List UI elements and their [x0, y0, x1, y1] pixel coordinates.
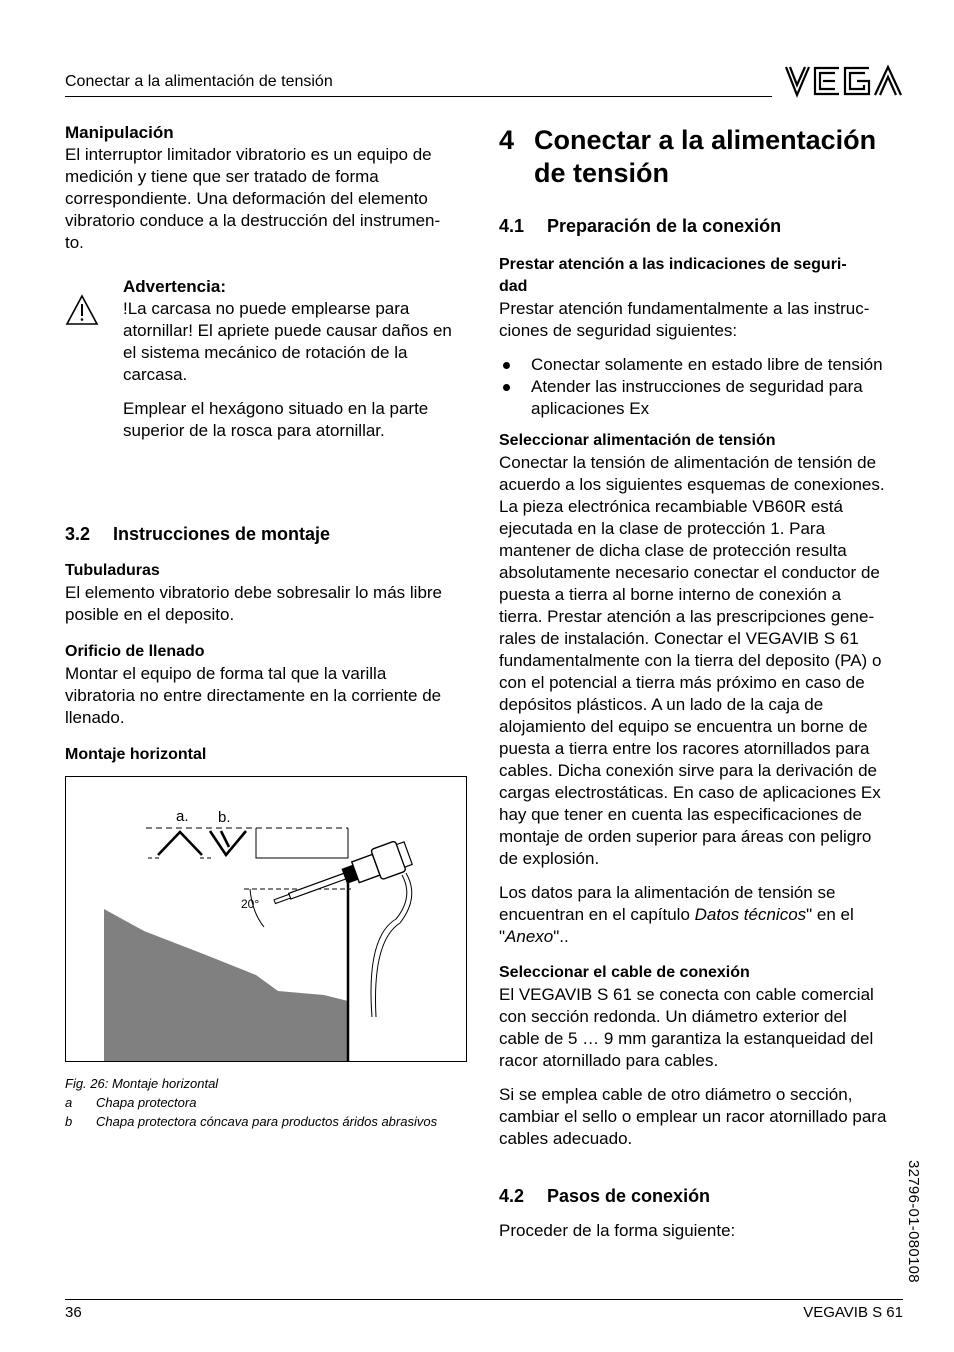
text-line: El VEGAVIB S 61 se conecta con cable comercial	[499, 985, 874, 1004]
text-line: rales de instalación. Conectar el VEGAVIB S 61	[499, 629, 859, 648]
warning-block	[65, 276, 469, 442]
caption-item-a	[65, 1093, 469, 1112]
text-emphasis: Datos técnicos	[694, 905, 807, 924]
text-line: posible en el deposito.	[65, 605, 235, 624]
heading-line: dad	[499, 278, 528, 295]
text-line: cargas electrostáticas. En caso de aplicaciones Ex	[499, 783, 881, 802]
caption-text: Chapa protectora	[96, 1095, 197, 1110]
text-line: vibratoria no entre directamente en la corriente de	[65, 686, 442, 705]
text-line: El interruptor limitador vibratorio es un equipo de	[65, 145, 432, 164]
list-item	[499, 376, 905, 420]
chapter-number: 4	[499, 125, 515, 155]
text-line: !La carcasa no puede emplearse para	[123, 299, 410, 318]
text-line: Si se emplea cable de otro diámetro o sección,	[499, 1085, 853, 1104]
seguridad-heading	[499, 254, 905, 298]
text-line: carcasa.	[123, 365, 188, 384]
section-title: Preparación de la conexión	[547, 216, 782, 236]
text-line: medición y tiene que ser tratado de forma	[65, 167, 379, 186]
warning-triangle-icon	[65, 276, 123, 442]
angle-label: 20°	[241, 897, 260, 911]
text-line: alojamiento del equipo se encuentra un borne de	[499, 717, 868, 736]
figure-caption	[65, 1074, 469, 1131]
shield-box	[256, 828, 348, 858]
text-line: puesta a tierra al borne interno de conexión a	[499, 585, 842, 604]
caption-item-b	[65, 1112, 469, 1131]
text-emphasis: Anexo	[505, 927, 554, 946]
manipulacion-text	[65, 144, 469, 254]
text-line: ciones de seguridad siguientes:	[499, 321, 738, 340]
section-4-1-heading	[499, 214, 905, 238]
text-line: cable de 5 … 9 mm garantiza la estanqueidad del	[499, 1029, 874, 1048]
alimentacion-heading: Seleccionar alimentación de tensión	[499, 432, 776, 449]
text-line: Emplear el hexágono situado en la parte	[123, 399, 429, 418]
text-line: to.	[65, 233, 84, 252]
mounting-diagram	[66, 777, 466, 1061]
chapter-title-line: de tensión	[534, 158, 670, 188]
header-title: Conectar a la alimentación de tensión	[65, 73, 333, 90]
material-heap	[104, 909, 348, 1061]
bullet-icon	[503, 384, 510, 391]
text-line: Los datos para la alimentación de tensión se	[499, 883, 836, 902]
left-column	[65, 122, 469, 1131]
label-a: a.	[176, 808, 189, 825]
text-line: el sistema mecánico de rotación de la	[123, 343, 408, 362]
text-line: Prestar atención fundamentalmente a las instruc-	[499, 299, 870, 318]
chapter-heading	[499, 124, 905, 190]
chapter-title-line: Conectar a la alimentación	[534, 125, 877, 155]
text-line: superior de la rosca para atornillar.	[123, 421, 385, 440]
product-name: VEGAVIB S 61	[803, 1304, 903, 1321]
footer-rule	[65, 1299, 903, 1300]
heading-line: Prestar atención a las indicaciones de seguri-	[499, 256, 847, 273]
figure-montaje-horizontal	[65, 776, 467, 1062]
text-line: llenado.	[65, 708, 125, 727]
chapter-title	[534, 124, 876, 190]
section-number: 3.2	[65, 524, 91, 544]
warning-body	[123, 276, 469, 442]
cable-heading: Seleccionar el cable de conexión	[499, 964, 750, 981]
section-number: 4.2	[499, 1186, 525, 1206]
caption-key: b	[65, 1114, 73, 1129]
text-line: Montar el equipo de forma tal que la varilla	[65, 664, 387, 683]
list-item-text: aplicaciones Ex	[531, 399, 650, 418]
safety-bullet-list	[499, 354, 905, 420]
text-line: absolutamente necesario conectar el conductor de	[499, 563, 880, 582]
header-rule	[65, 96, 772, 97]
text-line: montaje de orden superior para áreas con peligro	[499, 827, 872, 846]
section-number: 4.1	[499, 216, 525, 236]
text-line: fundamentalmente con la tierra del deposito (PA) o	[499, 651, 882, 670]
text-line	[499, 926, 905, 948]
caption-key: a	[65, 1095, 73, 1110]
right-column	[499, 124, 905, 1242]
text-line: La pieza electrónica recambiable VB60R está	[499, 497, 843, 516]
page-number: 36	[65, 1304, 82, 1321]
text-line: depósitos plásticos. A un lado de la caja de	[499, 695, 824, 714]
text-line: cables. Dicha conexión sirve para la derivación de	[499, 761, 877, 780]
tubuladuras-heading: Tubuladuras	[65, 562, 160, 579]
orificio-heading: Orificio de llenado	[65, 643, 205, 660]
text-line: con el potencial a tierra más próximo en caso de	[499, 673, 865, 692]
section-title: Pasos de conexión	[547, 1186, 711, 1206]
text-line	[499, 904, 905, 926]
caption-text: Chapa protectora cóncava para productos áridos abrasivos	[96, 1114, 438, 1129]
text-line: acuerdo a los siguientes esquemas de conexiones.	[499, 475, 885, 494]
text-line: de explosión.	[499, 849, 600, 868]
text-fragment: encuentran en el capítulo	[499, 905, 695, 924]
section-4-2-heading	[499, 1184, 905, 1208]
document-id: 32796-01-080108	[905, 1160, 922, 1283]
connection-cable	[371, 873, 412, 1017]
list-item	[499, 354, 905, 376]
list-item-text: Conectar solamente en estado libre de tensión	[531, 355, 883, 374]
text-line: puesta a tierra entre los racores atornillados para	[499, 739, 870, 758]
list-item-text: Atender las instrucciones de seguridad para	[531, 377, 863, 396]
text-line: racor atornillado para cables.	[499, 1051, 719, 1070]
text-line: Conectar la tensión de alimentación de tensión de	[499, 453, 877, 472]
text-line: cambiar el sello o emplear un racor atornillado para	[499, 1107, 887, 1126]
text-line: vibratorio conduce a la destrucción del instrumen-	[65, 211, 441, 230]
text-line: cables adecuado.	[499, 1129, 633, 1148]
caption-title: Fig. 26: Montaje horizontal	[65, 1076, 219, 1091]
text-line: correspondiente. Una deformación del elemento	[65, 189, 428, 208]
text-fragment: "	[499, 927, 506, 946]
text-line: hay que tener en cuenta las especificaciones de	[499, 805, 862, 824]
manipulacion-heading: Manipulación	[65, 123, 174, 142]
text-line: ejecutada en la clase de protección 1. Para	[499, 519, 826, 538]
text-line: atornillar! El apriete puede causar daños en	[123, 321, 452, 340]
shield-b	[210, 831, 246, 855]
text-fragment: "..	[553, 927, 569, 946]
shield-a	[158, 832, 202, 855]
text-line: con sección redonda. Un diámetro exterior del	[499, 1007, 847, 1026]
alimentacion-text	[499, 452, 905, 870]
datos-text	[499, 882, 905, 948]
label-b: b.	[218, 809, 231, 826]
warning-heading: Advertencia:	[123, 277, 226, 296]
text-fragment: " en el	[806, 905, 854, 924]
section-title: Instrucciones de montaje	[113, 524, 331, 544]
section-3-2-heading	[65, 522, 469, 546]
bullet-icon	[503, 362, 510, 369]
text-line: tierra. Prestar atención a las prescripciones gene-	[499, 607, 875, 626]
vega-logo	[783, 64, 903, 98]
text-line: mantener de dicha clase de protección resulta	[499, 541, 847, 560]
vibration-switch	[269, 838, 413, 917]
montaje-horizontal-heading: Montaje horizontal	[65, 746, 207, 763]
pasos-text: Proceder de la forma siguiente:	[499, 1221, 736, 1240]
text-line: El elemento vibratorio debe sobresalir lo más libre	[65, 583, 443, 602]
